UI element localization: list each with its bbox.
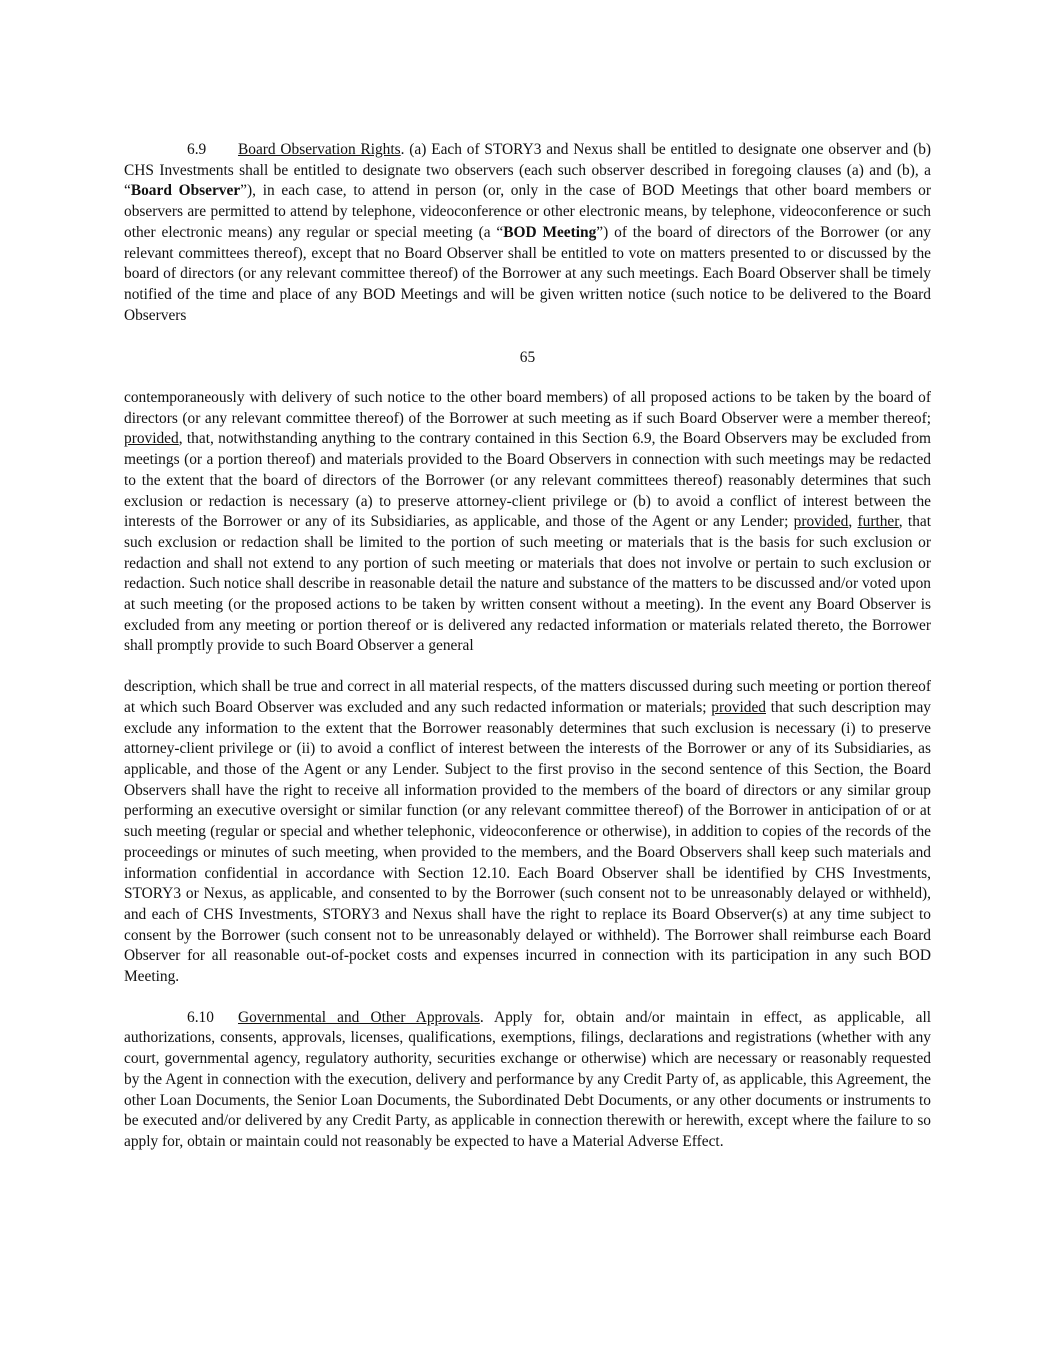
page-number: 65 xyxy=(519,349,536,367)
section-6-10-paragraph xyxy=(124,1008,931,1153)
section-6-9-paragraph xyxy=(124,140,931,326)
body-text: , that such exclusion or redaction shall be limited to the portion of such meeting or materials that is the basis for such exclusion or redaction and shall not extend to any portion of such meeting or materials that does not involve or pertain to such exclusion or redaction. Such notice shall describe in reasonable detail the nature and substance of the matters to be discussed and/or voted upon at such meeting (or the proposed actions to be taken by written consent without a meeting). In the event any Board Observer is excluded from any meeting or portion thereof or is delivered any redacted information or materials related thereto, the Borrower shall promptly provide to such Board Observer a general xyxy=(124,513,931,655)
paragraph-gap xyxy=(124,988,931,1008)
body-text: that such description may exclude any information to the extent that the Borrower reasonably determines that such exclusion is necessary (i) to preserve attorney-client privilege or (ii) to avoid a conflict of interest between the interests of the Borrower or any of its Subsidiaries, as applicable, and those of the Agent or any Lender. Subject to the first proviso in the second sentence of this Section, the Board Observers shall have the right to receive all information provided to the members of the board of directors or any similar group performing an executive oversight or similar function (or any relevant committee thereof) of the Borrower in anticipation of or at such meeting (regular or special and whether telephonic, videoconference or otherwise), in addition to copies of the records of the proceedings or minutes of such meeting, when provided to the members, and the Board Observers shall keep such materials and information confidential in accordance with Section 12.10. Each Board Observer shall be identified by CHS Investments, STORY3 or Nexus, as applicable, and consented to by the Borrower (such consent not to be unreasonably delayed or withheld), and each of CHS Investments, STORY3 and Nexus shall have the right to replace its Board Observer(s) at any time subject to consent by the Borrower (such consent not to be unreasonably delayed or withheld). The Borrower shall reimburse each Board Observer for all reasonable out-of-pocket costs and expenses incurred in connection with its participation in any such BOD Meeting. xyxy=(124,698,931,986)
section-number: 6.9 xyxy=(187,141,207,158)
description-paragraph xyxy=(124,677,931,988)
body-text: ”) of the board of directors of the Borrower (or any relevant committees thereof), except that no Board Observer shall be entitled to vote on matters presented to or discussed by the board of directors (or any relevant committee thereof) of the Borrower at any such meetings. Each Board Observer shall be timely notified of the time and place of any BOD Meetings and will be given written notice (such notice to be delivered to the Board Observers xyxy=(124,223,931,324)
underlined-term: further xyxy=(857,513,899,531)
body-text: description, which shall be true and correct in all material respects, of the matters discussed during such meeting or portion thereof at which such Board Observer was excluded and any such redacted information or materials; xyxy=(124,678,931,716)
section-heading: Board Observation Rights xyxy=(238,141,401,158)
defined-term: BOD Meeting xyxy=(503,223,597,241)
body-text: . Apply for, obtain and/or maintain in effect, as applicable, all authorizations, consents, approvals, licenses, qualifications, exemptions, filings, declarations and registrations (whether with any court, governmental agency, regulatory authority, securities exchange or otherwise) which are necessary or reasonably requested by the Agent in connection with the execution, delivery and performance by any Credit Party of, as applicable, this Agreement, the other Loan Documents, the Senior Loan Documents, the Subordinated Debt Documents, or any other documents or instruments to be executed and/or delivered by any Credit Party, as applicable in connection therewith or herewith, except where the failure to so apply for, obtain or maintain could not reasonably be expected to have a Material Adverse Effect. xyxy=(124,1008,931,1150)
section-heading: Governmental and Other Approvals xyxy=(238,1008,480,1026)
defined-term: Board Observer xyxy=(130,182,241,200)
section-number: 6.10 xyxy=(187,1008,214,1026)
document-page xyxy=(124,140,931,1153)
body-text: ”), in each case, to attend in person (or, only in the case of BOD Meetings that other board members or observers are permitted to attend by telephone, videoconference or other electronic means, by telephone, videoconference or such other electronic means) any regular or special meeting (a “ xyxy=(124,182,932,241)
body-text: . (a) Each of STORY3 and Nexus shall be entitled to designate one observer and (b) CHS Investments shall be entitled to designate two observers (each such observer described in foregoing clauses (a) and (b), a “ xyxy=(124,141,932,200)
body-text: , that, notwithstanding anything to the contrary contained in this Section 6.9, the Board Observers may be excluded from meetings (or a portion thereof) and materials provided to the Board Observers in connection with such meetings may be redacted to the extent that the board of directors of the Borrower (or any relevant committees thereof) reasonably determines that such exclusion or redaction is necessary (a) to preserve attorney-client privilege or (b) to avoid a conflict of interest between the interests of the Borrower or any of its Subsidiaries, as applicable, and those of the Agent or any Lender; xyxy=(124,430,931,531)
underlined-term: provided xyxy=(793,513,849,531)
underlined-term: provided xyxy=(711,698,766,716)
body-text: contemporaneously with delivery of such notice to the other board members) of all proposed actions to be taken by the board of directors (or any relevant committee thereof) of the Borrower at such meeting as if such Board Observer were a member thereof; xyxy=(124,389,931,427)
continuation-paragraph xyxy=(124,388,931,657)
body-text: , xyxy=(848,513,858,531)
paragraph-gap xyxy=(124,657,931,677)
underlined-term: provided xyxy=(124,430,179,448)
